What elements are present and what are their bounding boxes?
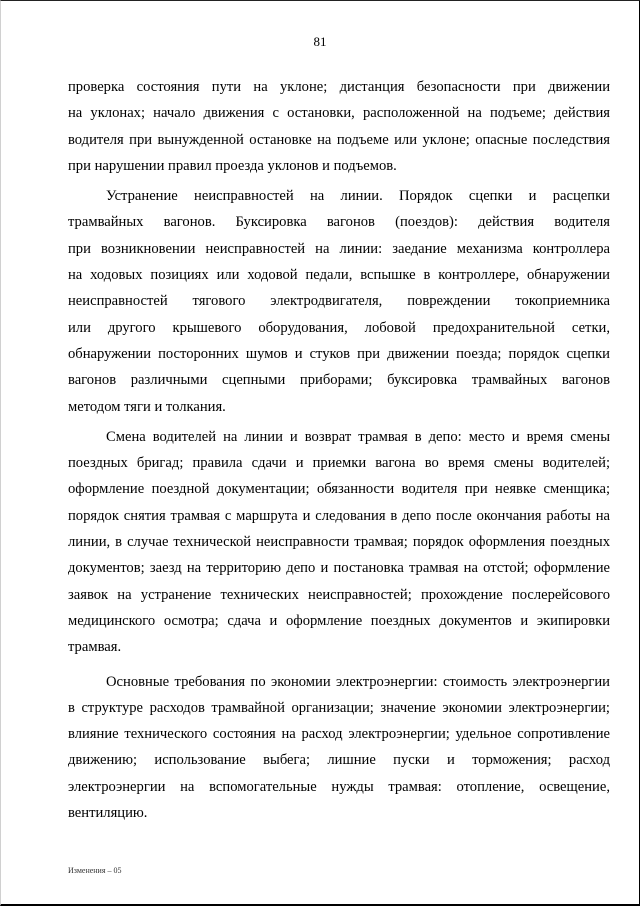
text-line: влияние технического состояния на расход электроэнергии; удельное сопротивление (68, 726, 610, 743)
paragraph-slopes (68, 74, 610, 179)
text-line: поездных бригад; правила сдачи и приемки вагона во время смены водителей; (68, 455, 610, 472)
text-line: на уклонах; начало движения с остановки, расположенной на подъеме; действия (68, 105, 610, 122)
text-line: вентиляцию. (68, 805, 148, 822)
text-line: неисправностей тягового электродвигателя, повреждении токоприемника (68, 293, 610, 310)
text-line: при нарушении правил проезда уклонов и подъемов. (68, 157, 397, 174)
paragraph-driver-change (68, 424, 610, 661)
text-line: порядок снятия трамвая с маршрута и следования в депо после окончания работы на (68, 507, 610, 524)
paragraph-energy-saving (68, 669, 610, 827)
text-line: водителя при вынужденной остановке на подъеме или уклоне; опасные последствия (68, 131, 610, 148)
document-body (68, 74, 610, 826)
text-line: в структуре расходов трамвайной организации; значение экономии электроэнергии; (68, 699, 610, 716)
revision-footer: Изменения – 05 (68, 866, 122, 875)
text-line: медицинского осмотра; сдача и оформление поездных документов и экипировки (68, 612, 610, 629)
text-line: или другого крышевого оборудования, лобовой предохранительной сетки, (68, 319, 610, 336)
text-line: проверка состояния пути на уклоне; дистанция безопасности при движении (68, 79, 610, 95)
text-line: на ходовых позициях или ходовой педали, вспышке в контроллере, обнаружении (68, 267, 610, 284)
text-line: Устранение неисправностей на линии. Порядок сцепки и расцепки (106, 188, 610, 205)
text-line: линии, в случае технической неисправности трамвая; порядок оформления поездных (68, 534, 610, 551)
text-line: вагонов различными сцепными приборами; буксировка трамвайных вагонов (68, 372, 610, 389)
text-line: обнаружении посторонних шумов и стуков при движении поезда; порядок сцепки (68, 345, 610, 362)
page-number: 81 (313, 34, 327, 49)
text-line: Основные требования по экономии электроэнергии: стоимость электроэнергии (106, 673, 610, 690)
paragraph-malfunctions (68, 183, 610, 420)
text-line: движению; использование выбега; лишние пуски и торможения; расход (68, 752, 610, 769)
text-line: заявок на устранение технических неисправностей; прохождение послерейсового (68, 586, 610, 603)
text-line: электроэнергии на вспомогательные нужды трамвая: отопление, освещение, (68, 778, 610, 795)
text-line: трамвая. (68, 639, 122, 656)
text-line: оформление поездной документации; обязанности водителя при неявке сменщика; (68, 481, 610, 498)
text-line: Смена водителей на линии и возврат трамвая в депо: место и время смены (106, 428, 610, 445)
text-line: при возникновении неисправностей на линии: заедание механизма контроллера (68, 240, 610, 257)
text-line: методом тяги и толкания. (68, 398, 226, 415)
text-line: трамвайных вагонов. Буксировка вагонов (поездов): действия водителя (68, 214, 610, 231)
text-line: документов; заезд на территорию депо и постановка трамвая на отстой; оформление (68, 560, 610, 577)
